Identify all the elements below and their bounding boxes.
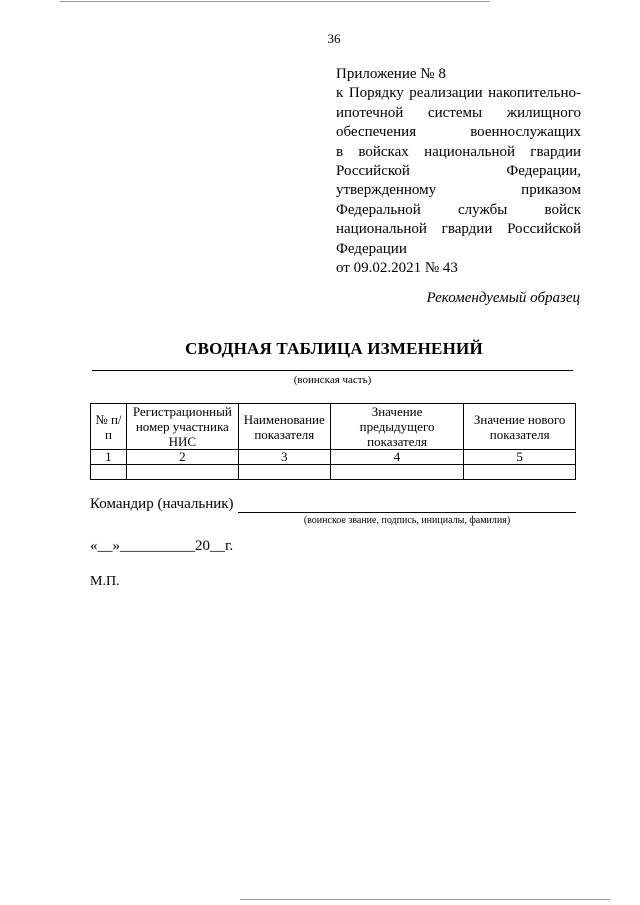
changes-table: [90, 403, 576, 480]
table-cell: [464, 465, 576, 480]
appendix-line: от 09.02.2021 № 43: [336, 260, 458, 277]
header-previous-value: Значение предыдущего показателя: [330, 404, 464, 450]
military-unit-field: [92, 370, 573, 371]
scan-edge-bottom: [240, 899, 610, 900]
appendix-line: Федерации: [336, 240, 407, 257]
appendix-line: Приложение № 8: [336, 66, 446, 82]
document-title: СВОДНАЯ ТАБЛИЦА ИЗМЕНЕНИЙ: [185, 339, 483, 358]
header-new-value: Значение нового показателя: [464, 404, 576, 450]
stamp-place: М.П.: [90, 574, 120, 589]
scan-edge-top: [60, 1, 490, 2]
table-row: [91, 465, 576, 480]
table-cell: [330, 465, 464, 480]
appendix-line: ипотечной системы жилищного: [336, 104, 581, 121]
column-number: 3: [238, 450, 330, 465]
table-header-row: [91, 404, 576, 450]
page-number: 36: [327, 31, 341, 46]
military-unit-caption: (воинская часть): [293, 374, 372, 386]
column-number: 2: [126, 450, 238, 465]
commander-caption: (воинское звание, подпись, инициалы, фамилия): [303, 515, 511, 526]
header-indicator-name: Наименование показателя: [238, 404, 330, 450]
header-registration-number: Регистрационный номер участника НИС: [126, 404, 238, 450]
appendix-line: утвержденному приказом: [336, 182, 581, 199]
appendix-line: национальной гвардии Российской: [336, 221, 581, 238]
table-cell: [126, 465, 238, 480]
appendix-line: Российской Федерации,: [336, 163, 581, 180]
column-number: 1: [91, 450, 127, 465]
appendix-line: в войсках национальной гвардии: [336, 143, 581, 160]
header-number: № п/п: [91, 404, 127, 450]
column-number-row: [91, 450, 576, 465]
commander-label: Командир (начальник): [90, 496, 234, 512]
appendix-line: Федеральной службы войск: [336, 201, 581, 218]
column-number: 5: [464, 450, 576, 465]
column-number: 4: [330, 450, 464, 465]
date-line: «__»__________20__г.: [90, 538, 234, 554]
appendix-block: [336, 65, 581, 278]
sample-label: Рекомендуемый образец: [426, 290, 580, 306]
commander-signature-field: [238, 512, 576, 513]
table-cell: [238, 465, 330, 480]
appendix-line: к Порядку реализации накопительно-: [336, 85, 581, 102]
table-cell: [91, 465, 127, 480]
appendix-line: обеспечения военнослужащих: [336, 124, 581, 141]
